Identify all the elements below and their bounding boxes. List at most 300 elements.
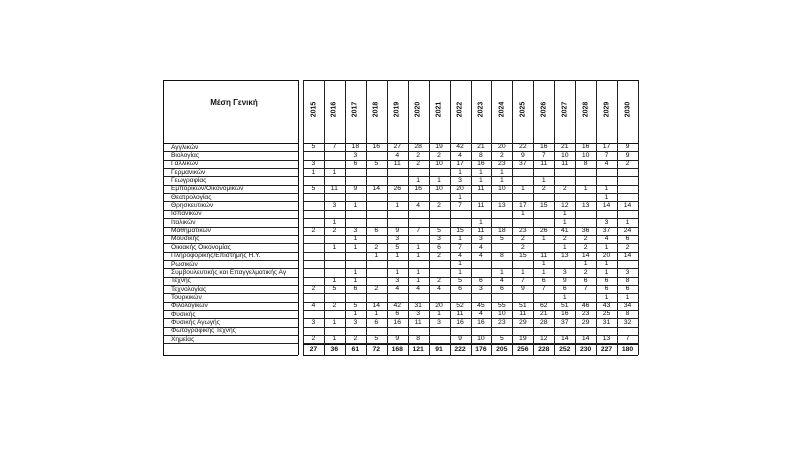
table-cell: 23 [498,318,506,326]
table-cell: 3 [395,277,400,284]
table-cell: 6 [353,285,358,293]
table-cell: 5 [374,160,379,168]
table-cell: 2 [583,243,588,251]
table-cell: 14 [581,335,590,343]
table-cell: 1 [374,310,379,318]
table-cell: 1 [604,243,609,251]
table-cell: 16 [477,160,485,168]
table-cell: 42 [456,143,464,151]
table-cell: 2 [437,277,441,284]
table-cell: 8 [479,151,483,159]
table-cell: 1 [416,243,421,251]
table-cell: 4 [437,285,441,293]
table-cell: 31 [414,302,422,309]
table-cell: 1 [583,185,588,193]
table-cell: 13 [581,201,590,209]
year-header: 2023 [477,101,485,118]
table-cell: 7 [416,226,421,234]
table-cell: 2 [353,335,358,343]
table-cell: 8 [625,277,630,284]
table-cell: 3 [416,310,421,318]
table-cell: 26 [539,226,548,234]
table-cell: 1 [583,260,588,268]
table-cell: 1 [353,243,358,251]
table-cell: 1 [458,193,462,201]
table-cell: 2 [437,252,441,259]
subject-label: Τουρκικών [171,293,202,301]
table-cell: 4 [311,302,316,309]
table-cell: 1 [520,185,525,193]
table-cell: 5 [332,285,337,293]
table-cell: 1 [416,176,421,184]
table-cell: 1 [332,335,337,343]
table-cell: 9 [520,285,525,293]
table-cell: 8 [416,335,421,343]
subject-label: Εμπορικών/Οικονομικών [171,185,244,193]
table-cell: 6 [541,277,546,284]
table-cell: 1 [458,168,462,176]
subject-label: Φωτογραφικής Τέχνης [171,327,236,335]
subject-label: Χημείας [171,335,195,343]
table-cell: 13 [602,335,611,343]
total-cell: 252 [559,346,571,354]
table-cell: 9 [562,277,567,284]
subject-label: Τέχνης [171,277,191,285]
table-cell: 5 [437,226,441,234]
table-cell: 1 [562,210,567,218]
table-cell: 17 [456,160,464,168]
table-cell: 6 [374,226,379,234]
table-cell: 3 [311,318,316,326]
table-cell: 14 [623,201,632,209]
subject-label: Γεωγραφίας [171,177,207,184]
table-cell: 2 [374,285,379,293]
table-cell: 1 [499,168,504,176]
table-cell: 25 [602,310,611,318]
table-cell: 1 [604,293,609,301]
table-cell: 1 [604,260,609,268]
table-cell: 1 [353,310,358,318]
table-cell: 2 [311,335,316,343]
table-cell: 1 [353,235,358,243]
table-cell: 4 [458,252,462,259]
table-cell: 4 [479,310,483,318]
table-cell: 1 [499,268,504,276]
border-line [303,344,638,345]
table-cell: 1 [520,210,525,218]
table-cell: 2 [625,243,630,251]
table-cell: 11 [519,310,527,318]
table-cell: 4 [479,252,483,259]
table-cell: 13 [560,252,569,259]
table-cell: 20 [602,252,611,259]
table-cell: 11 [393,160,401,168]
table-cell: 1 [479,218,483,226]
table-cell: 18 [498,226,506,234]
table-cell: 24 [623,226,632,234]
table-cell: 1 [437,310,441,318]
subject-label: Φυσικής Αγωγής [171,319,220,326]
table-cell: 20 [456,185,464,193]
table-cell: 22 [519,143,527,151]
border-line [303,355,638,356]
table-cell: 16 [372,143,381,151]
table-cell: 5 [499,335,504,343]
year-header: 2016 [330,101,338,118]
table-cell: 16 [456,318,464,326]
table-cell: 3 [437,318,441,326]
table-cell: 43 [602,302,611,309]
year-header: 2020 [414,101,422,118]
table-cell: 16 [477,318,485,326]
table-cell: 1 [416,252,421,259]
table-cell: 6 [499,285,504,293]
subject-label: Βιολογίας [171,151,200,159]
year-header: 2021 [435,101,443,118]
table-cell: 1 [395,268,400,276]
table-cell: 5 [395,243,400,251]
table-cell: 3 [604,218,609,226]
subject-label: Ρωσικών [171,260,198,268]
table-cell: 28 [414,143,422,151]
table-cell: 3 [395,235,400,243]
table-cell: 9 [395,335,400,343]
table-cell: 10 [477,335,485,343]
table-cell: 2 [437,201,441,209]
table-cell: 9 [625,151,630,159]
table-cell: 2 [520,235,525,243]
table-title: Μέση Γενική [210,98,258,107]
table-cell: 14 [581,252,590,259]
table-cell: 2 [311,285,316,293]
table-cell: 6 [604,285,609,293]
table-cell: 5 [499,235,504,243]
subject-label: Φυσικής [171,310,196,318]
row-line [303,210,638,211]
table-cell: 4 [458,151,462,159]
year-header: 2022 [456,101,464,118]
table-cell: 37 [602,226,611,234]
table-cell: 9 [458,335,462,343]
table-cell: 11 [540,252,548,259]
total-cell: 205 [496,346,508,354]
table-cell: 6 [625,285,630,293]
total-cell: 72 [372,346,381,354]
table-cell: 10 [560,151,569,159]
table-cell: 2 [562,185,567,193]
table-cell: 32 [623,318,632,326]
year-header: 2028 [582,101,590,118]
table-cell: 7 [332,143,337,151]
table-cell: 11 [561,160,569,168]
total-cell: 222 [454,346,466,354]
table-cell: 16 [581,143,590,151]
subject-label: Οικιακής Οικονομίας [171,243,231,251]
table-cell: 6 [458,285,462,293]
table-cell: 7 [458,201,462,209]
table-cell: 9 [395,226,400,234]
table-cell: 6 [374,318,379,326]
year-header: 2026 [540,101,548,118]
table-cell: 8 [499,252,504,259]
total-cell: 228 [538,346,550,354]
table-cell: 1 [374,252,379,259]
table-cell: 6 [437,243,441,251]
border-line [298,80,299,355]
table-cell: 4 [416,285,421,293]
table-cell: 15 [519,252,527,259]
table-cell: 14 [372,185,381,193]
table-cell: 7 [458,243,462,251]
table-cell: 1 [625,218,630,226]
table-cell: 1 [562,293,567,301]
table-cell: 8 [625,310,630,318]
table-cell: 1 [332,318,337,326]
table-cell: 1 [353,277,358,284]
subject-label: Συμβουλευτικής και Επαγγελματικής Αγ [171,268,287,276]
table-cell: 1 [458,268,462,276]
table-cell: 1 [562,218,567,226]
table-cell: 4 [395,151,400,159]
table-cell: 1 [499,176,504,184]
table-cell: 14 [623,252,632,259]
table-cell: 19 [519,335,527,343]
table-cell: 12 [539,335,548,343]
table-cell: 45 [477,302,485,309]
table-cell: 5 [311,185,316,193]
subject-label: Πληροφορικής/Επιστήμης Η.Υ. [171,252,261,260]
table-cell: 1 [458,235,462,243]
table-cell: 5 [353,302,358,309]
subject-label: Μουσικής [171,235,200,243]
table-cell: 1 [479,176,483,184]
table-cell: 1 [353,268,358,276]
border-line [163,355,298,356]
table-cell: 20 [498,143,506,151]
total-cell: 36 [330,346,339,354]
table-cell: 2 [416,151,421,159]
table-cell: 15 [456,226,464,234]
table-cell: 1 [541,176,546,184]
table-cell: 1 [458,260,462,268]
year-header: 2019 [393,101,401,118]
table-cell: 16 [560,310,569,318]
table-cell: 1 [604,185,609,193]
year-header: 2017 [351,101,359,118]
table-cell: 9 [520,151,525,159]
table-cell: 23 [519,226,527,234]
table-cell: 2 [499,151,504,159]
table-cell: 3 [562,268,567,276]
table-cell: 21 [477,143,485,151]
year-header: 2018 [372,101,380,118]
table-cell: 3 [625,268,630,276]
total-cell: 180 [621,346,634,354]
table-cell: 11 [414,318,422,326]
table-cell: 51 [519,302,527,309]
total-cell: 227 [600,346,613,354]
table-cell: 17 [519,201,527,209]
table-cell: 2 [562,235,567,243]
table-cell: 11 [330,185,338,193]
table-cell: 14 [560,335,569,343]
table-cell: 5 [311,143,316,151]
table-cell: 8 [583,160,588,168]
table-cell: 34 [623,302,632,309]
table-cell: 6 [625,235,630,243]
table-cell: 3 [311,160,316,168]
table-cell: 62 [539,302,548,309]
table-cell: 2 [374,243,379,251]
table-cell: 29 [519,318,527,326]
table-cell: 4 [604,235,609,243]
table-cell: 23 [581,310,590,318]
table-cell: 5 [458,277,462,284]
table-cell: 9 [625,143,630,151]
table-cell: 36 [581,226,590,234]
table-cell: 20 [435,302,443,309]
year-header: 2027 [561,101,569,118]
table-cell: 26 [393,185,402,193]
table-cell: 7 [583,285,588,293]
table-cell: 11 [477,185,485,193]
table-cell: 2 [332,226,337,234]
total-cell: 27 [309,346,318,354]
total-cell: 91 [435,346,443,354]
table-cell: 5 [374,335,379,343]
table-cell: 1 [332,168,337,176]
table-cell: 37 [519,160,527,168]
row-line [163,343,298,344]
table-cell: 4 [604,160,609,168]
table-cell: 7 [520,277,525,284]
table-cell: 1 [395,201,400,209]
table-cell: 1 [437,176,441,184]
table-cell: 1 [562,243,567,251]
table-cell: 1 [541,260,546,268]
subject-label: Τεχνολογίας [171,285,207,293]
subject-label: Γαλλικών [171,160,199,168]
subject-label: Ισπανικών [171,210,202,218]
table-cell: 11 [477,201,485,209]
table-cell: 2 [625,160,630,168]
table-cell: 27 [393,143,402,151]
table-cell: 6 [583,277,588,284]
table-cell: 2 [311,226,316,234]
table-cell: 10 [435,185,443,193]
subject-label: Μαθηματικών [171,227,211,235]
total-cell: 121 [412,346,424,354]
table-cell: 1 [416,277,421,284]
table-cell: 3 [479,285,483,293]
table-cell: 10 [498,310,506,318]
table-cell: 2 [520,243,525,251]
table-cell: 3 [437,235,441,243]
table-cell: 10 [435,160,443,168]
table-cell: 12 [560,201,569,209]
table-cell: 46 [581,302,590,309]
table-cell: 1 [604,268,609,276]
table-cell: 1 [625,293,630,301]
table-cell: 6 [395,310,400,318]
table-cell: 55 [498,302,506,309]
table-cell: 9 [353,185,358,193]
table-cell: 1 [332,243,337,251]
year-header: 2015 [310,101,317,118]
table-cell: 11 [456,310,464,318]
table-cell: 2 [541,185,546,193]
table-cell: 6 [604,277,609,284]
table-cell: 15 [539,201,548,209]
table-cell: 3 [353,226,358,234]
year-header: 2025 [519,101,527,118]
table-cell: 29 [581,318,590,326]
table-cell: 7 [541,285,546,293]
table-cell: 2 [437,151,441,159]
table-cell: 3 [458,176,462,184]
subject-label: Φιλολογικών [171,302,208,310]
table-cell: 21 [560,143,569,151]
table-cell: 7 [541,151,546,159]
table-cell: 6 [479,277,483,284]
table-cell: 37 [560,318,569,326]
table-cell: 10 [581,151,590,159]
table-cell: 23 [498,160,506,168]
row-line [303,293,638,294]
table-cell: 1 [541,235,546,243]
table-cell: 1 [332,218,337,226]
table-cell: 6 [562,285,567,293]
row-line [303,327,638,328]
table-cell: 19 [435,143,443,151]
subject-label: Αγγλικών [171,143,199,151]
subject-label: Θεατρολογίας [171,193,212,201]
table-cell: 1 [353,201,358,209]
table-cell: 6 [353,160,358,168]
border-line [163,80,298,81]
table-cell: 1 [416,268,421,276]
table-cell: 3 [353,151,358,159]
table-cell: 1 [541,268,546,276]
total-cell: 61 [351,346,360,354]
table-cell: 1 [479,168,483,176]
table-cell: 1 [311,168,316,176]
table-cell: 3 [332,201,337,209]
total-cell: 256 [517,346,529,354]
year-header: 2030 [624,101,631,118]
subject-label: Γερμανικών [171,168,206,176]
table-cell: 31 [602,318,611,326]
table-cell: 4 [479,243,483,251]
table-cell: 7 [604,151,609,159]
table-cell: 51 [560,302,569,309]
row-line [303,193,638,194]
table-cell: 52 [456,302,464,309]
table-cell: 1 [604,193,609,201]
year-header: 2024 [498,101,506,118]
table-cell: 1 [332,277,337,284]
table-cell: 2 [583,235,588,243]
table-cell: 1 [395,252,400,259]
table-cell: 21 [539,310,548,318]
subject-label: Ιταλικών [171,218,196,226]
table-cell: 18 [351,143,360,151]
table-cell: 10 [498,185,506,193]
table-cell: 2 [583,268,588,276]
table-cell: 11 [540,160,548,168]
year-header: 2029 [603,101,611,118]
table-cell: 11 [477,226,485,234]
